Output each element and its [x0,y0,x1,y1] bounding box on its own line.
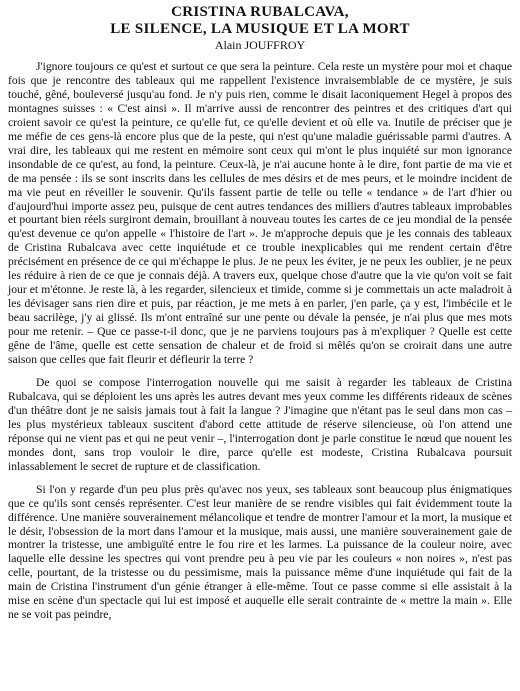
paragraph: Si l'on y regarde d'un peu plus près qu'avec nos yeux, ses tableaux sont beaucoup plus énigmatiques que ce qu'ils sont censés représenter. C'est leur manière de se rendre visibles qui fait évidemment toute la différence. Une manière souverainement mélancolique et tendre de montrer l'amour et la mort, la musique et le désir, l'obsession de la mort dans l'amour et la musique, mais aussi, une manière souverainement gaie de montrer la tristesse, une ambiguïté entre le fou rire et les larmes. La puissance de la couleur noire, avec laquelle elle dessine les spectres qui vont prendre peu à peu vie par les couleurs « non noires », n'est pas celle, pourtant, de la tristesse ou du pessimisme, mais la puissance même d'une inquiétude qui fait de la main de Cristina l'instrument d'un génie étranger à elle-même. Tout ce passe comme si elle assistait à la mise en scène d'un spectacle qui lui est imposé et auquelle elle serait contrainte de « mettre la main ». Elle ne se voit pas peindre, [8,482,512,622]
article-title-line-1: CRISTINA RUBALCAVA, [171,4,349,20]
article-header [8,0,512,53]
article-body [8,60,512,622]
article-author: Alain JOUFFROY [214,38,306,52]
paragraph: De quoi se compose l'interrogation nouvelle qui me saisit à regarder les tableaux de Cristina Rubalcava, qui se déploient les uns après les autres devant mes yeux comme les différents rideaux de scènes d'un théâtre dont je ne saisis jamais tout à fait la langue ? J'imagine que n'étant pas le seul dans mon cas – les plus mystérieux tableaux suscitent d'abord cette attitude de réserve silencieuse, où l'on attend une réponse qui ne vient pas et qui ne peut venir –, l'interrogation dont je parle constitue le nœud que nouent les mondes dont, sans trop vouloir le dire, parce qu'elle est modeste, Cristina Rubalcava poursuit inlassablement le secret de rupture et de classification. [8,375,512,473]
article-title-line-2: LE SILENCE, LA MUSIQUE ET LA MORT [110,21,410,37]
paragraph: J'ignore toujours ce qu'est et surtout ce que sera la peinture. Cela reste un mystère pour moi et chaque fois que je rencontre des tableaux qui me rappellent l'existence invraisemblable de ce mystère, je suis touché, gêné, bouleversé jusqu'au fond. Je n'y puis rien, comme le disait laconiquement Hegel à propos des montagnes suisses : « C'est ainsi ». Il m'arrive aussi de rencontrer des peintres et des critiques d'art qui croient savoir ce qu'est la peinture, ce qu'elle fut, ce qu'elle devient et où elle va. Inutile de préciser que je me méfie de ces gens-là encore plus que de la peste, qui n'est qu'une maladie guérissable parmi d'autres. A vrai dire, les tableaux qui me restent en mémoire sont ceux qui m'ont le plus inquiété sur mon ignorance insondable de ce qu'est, au fond, la peinture. Ceux-là, je n'ai aucune honte à le dire, font partie de ma vie et de ma pensée : ils se sont inscrits dans les cellules de mes désirs et de mes peurs, et le moindre incident de ma vie peut en réveiller le souvenir. Qu'ils fassent partie de telle ou telle « tendance » de l'art d'hier ou d'aujourd'hui importe assez peu, puisque de cent autres tendances des milliers d'autres tableaux improbables et pourtant bien réels surgiront demain, brouillant à nouveau toutes les cartes de ce jeu mondial de la pensée qu'est devenue ce qu'on appelle « l'histoire de l'art ». Je m'approche depuis que je les connais des tableaux de Cristina Rubalcava avec cette inquiétude et ce trouble inexplicables qui me rendent certain d'être précisément en présence de ce qui m'échappe le plus. Je ne peux les éviter, je ne peux les oublier, je ne peux les réduire à rien de ce que je connais déjà. A travers eux, quelque chose d'autre que la vie qu'on voit se fait jour et m'étonne. Je reste là, à les regarder, silencieux et timide, comme si je commettais un acte maladroit à les dévisager sans rien dire et puis, par réaction, je me mets à en parler, j'en parle, ça y est, l'imbécile et le beau sacrilège, j'y ai glissé. Ils m'ont entraîné sur une pente ou dévale la pensée, je n'ai plus que mes mots pour me retenir. – Que ce passe-t-il donc, que je ne parviens toujours pas à m'expliquer ? Quelle est cette gêne de l'âme, quelle est cette sensation de chaleur et de froid si mêlés qu'on se croirait dans une autre saison que celles que fait fleurir et défleurir la terre ? [8,60,512,367]
